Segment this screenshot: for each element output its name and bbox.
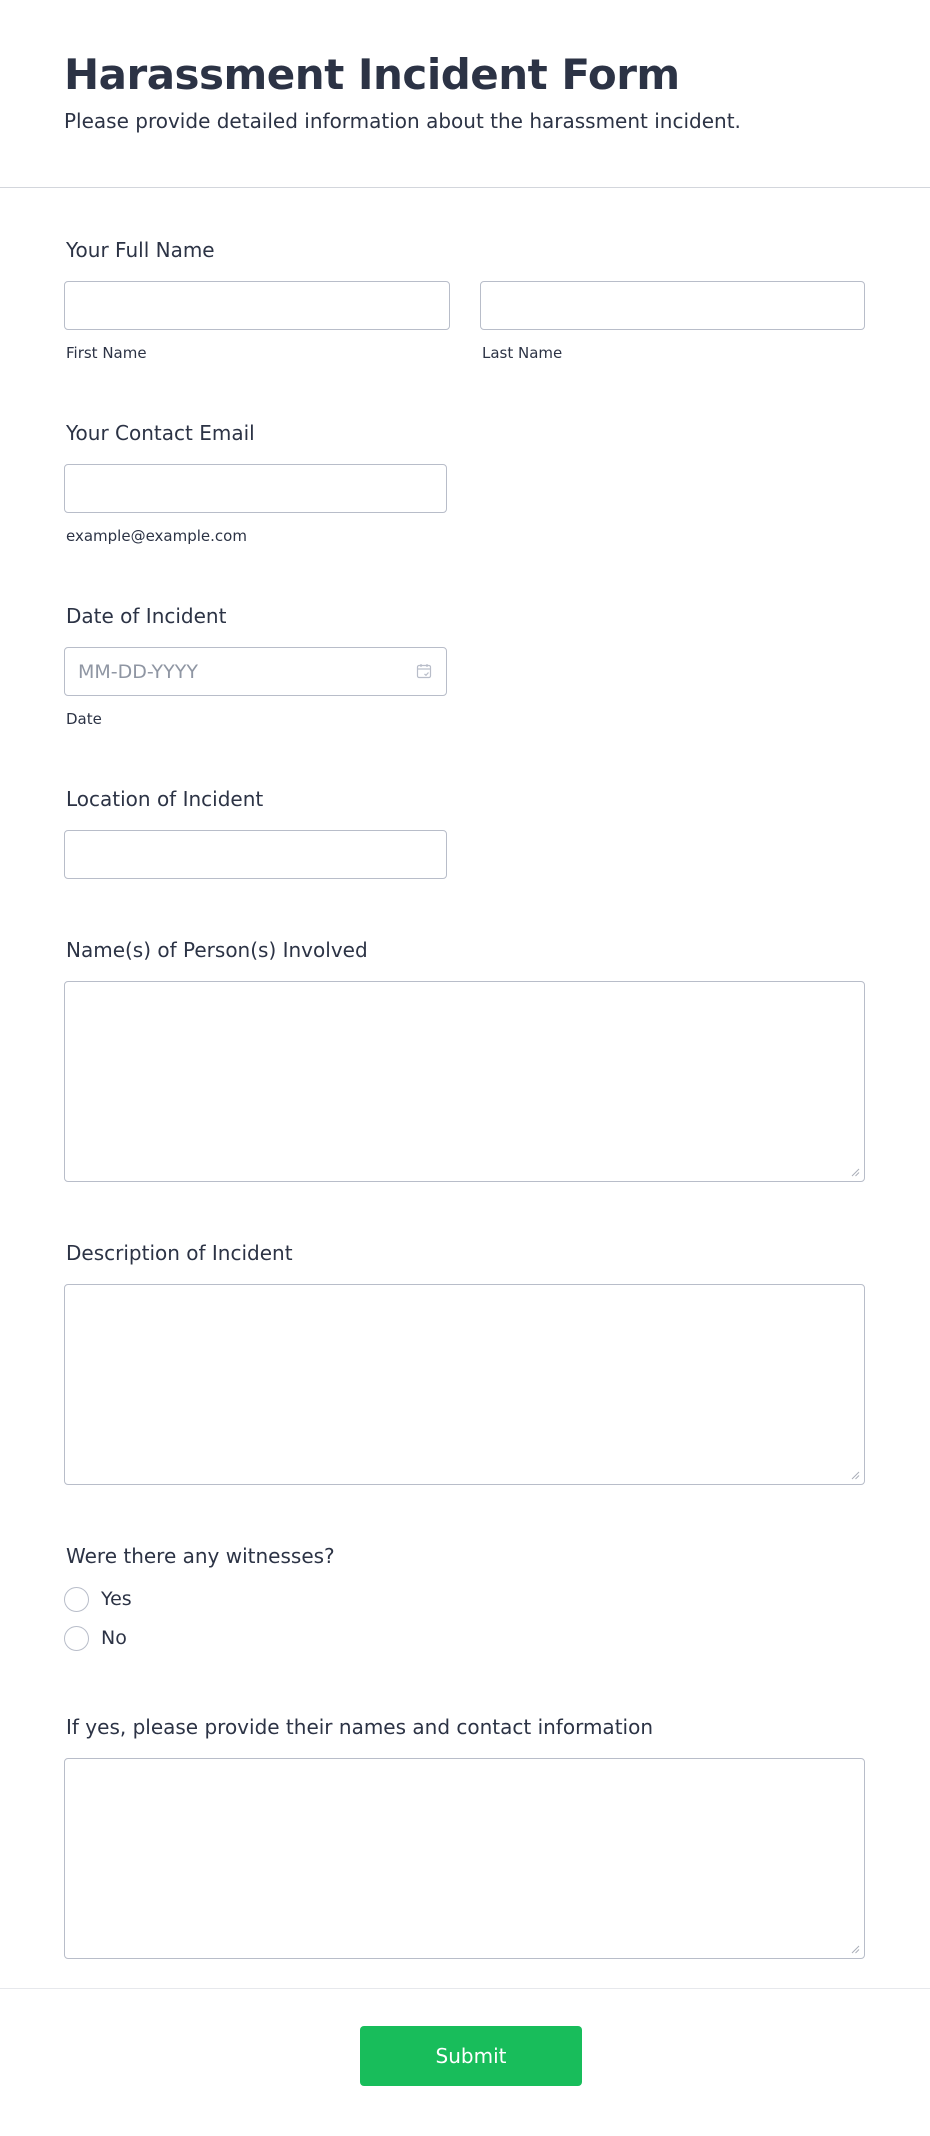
first-name-sublabel: First Name — [66, 344, 147, 362]
radio-yes-label[interactable]: Yes — [101, 1588, 132, 1610]
form-title: Harassment Incident Form — [64, 50, 680, 99]
radio-no[interactable] — [64, 1626, 89, 1651]
full-name-label: Your Full Name — [66, 238, 215, 262]
witness-details-textarea[interactable] — [64, 1758, 865, 1959]
email-sublabel: example@example.com — [66, 527, 247, 545]
calendar-icon[interactable] — [416, 663, 432, 679]
last-name-input[interactable] — [480, 281, 865, 330]
form-header — [0, 0, 930, 188]
email-input[interactable] — [64, 464, 447, 513]
description-label: Description of Incident — [66, 1241, 293, 1265]
email-label: Your Contact Email — [66, 421, 255, 445]
witnesses-label: Were there any witnesses? — [66, 1544, 335, 1568]
submit-button[interactable]: Submit — [360, 2026, 582, 2086]
description-textarea[interactable] — [64, 1284, 865, 1485]
footer-divider — [0, 1988, 930, 1989]
incident-date-sublabel: Date — [66, 710, 102, 728]
incident-date-input[interactable] — [64, 647, 447, 696]
persons-involved-label: Name(s) of Person(s) Involved — [66, 938, 368, 962]
first-name-input[interactable] — [64, 281, 450, 330]
radio-no-label[interactable]: No — [101, 1627, 127, 1649]
radio-yes[interactable] — [64, 1587, 89, 1612]
last-name-sublabel: Last Name — [482, 344, 563, 362]
witness-details-label: If yes, please provide their names and contact information — [66, 1715, 654, 1739]
persons-involved-textarea[interactable] — [64, 981, 865, 1182]
form-subtitle: Please provide detailed information about the harassment incident. — [64, 109, 741, 133]
location-label: Location of Incident — [66, 787, 264, 811]
location-input[interactable] — [64, 830, 447, 879]
resize-grip-icon[interactable] — [851, 1471, 860, 1480]
resize-grip-icon[interactable] — [851, 1945, 860, 1954]
resize-grip-icon[interactable] — [851, 1168, 860, 1177]
incident-date-label: Date of Incident — [66, 604, 227, 628]
